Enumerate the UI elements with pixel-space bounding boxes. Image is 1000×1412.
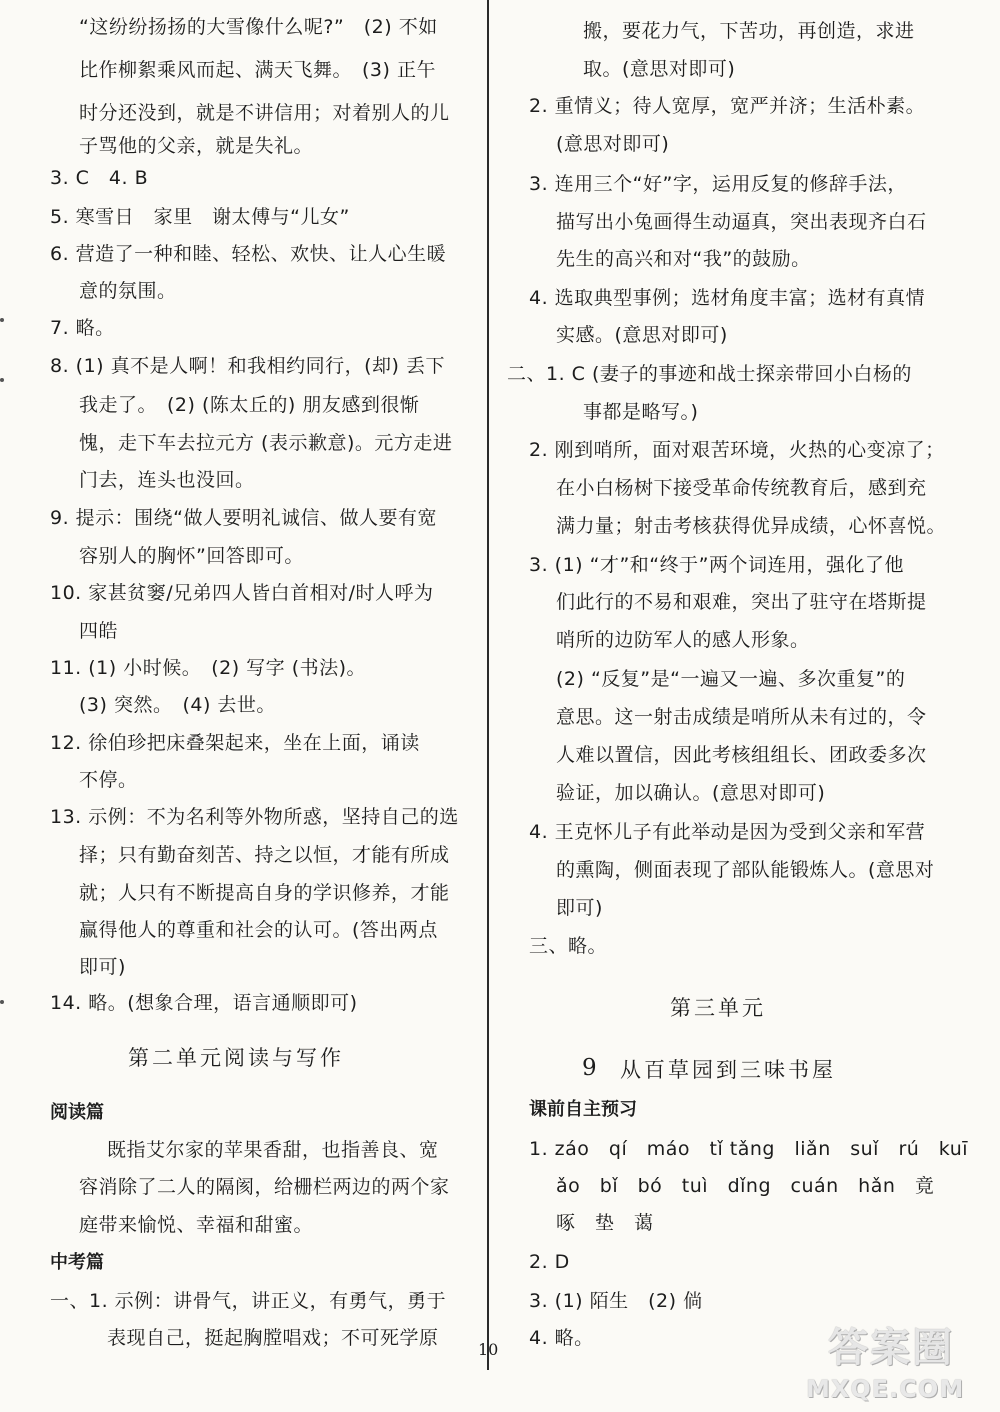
answer-line: 即可) [79,956,126,978]
answer-line: 一、1. 示例：讲骨气，讲正义，有勇气，勇于 [50,1290,447,1312]
answer-line: 取。(意思对即可) [583,58,736,80]
answer-line: 4. 王克怀儿子有此举动是因为受到父亲和军营 [529,821,926,843]
answer-line: 事都是略写。) [583,401,699,423]
answer-line: 描写出小兔画得生动逼真，突出表现齐白石 [556,211,927,233]
section-heading-exam: 中考篇 [50,1252,104,1273]
watermark-url: MXQE.COM [806,1375,965,1403]
answer-line: 人难以置信，因此考核组组长、团政委多次 [556,744,927,766]
answer-line: 14. 略。(想象合理，语言通顺即可) [50,992,358,1014]
section-heading-reading: 阅读篇 [50,1102,104,1123]
answer-line: 3. (1) 陌生 (2) 倘 [529,1290,703,1312]
answer-line: 不停。 [79,769,138,791]
scan-edge-mark [0,378,4,382]
answer-line: 在小白杨树下接受革命传统教育后，感到充 [556,477,927,499]
answer-line: 满力量；射击考核获得优异成绩，心怀喜悦。 [556,515,947,537]
answer-line: 9. 提示：围绕“做人要明礼诚信、做人要有宽 [50,507,438,529]
answer-line: 就；人只有不断提高自身的学识修养，才能 [79,882,450,904]
answer-line: 四皓 [79,620,119,642]
answer-line: 验证，加以确认。(意思对即可) [556,782,826,804]
answer-line: 容消除了二人的隔阂，给栅栏两边的两个家 [79,1176,450,1198]
pinyin-line: 1. záo qí máo tǐ tǎng liǎn suǐ rú kuī [529,1138,969,1160]
scan-edge-mark [0,1000,4,1004]
column-divider [487,0,489,1370]
answer-line: 搬，要花力气，下苦功，再创造，求进 [583,20,915,42]
answer-line: 3. C 4. B [50,167,149,189]
answer-line: 3. (1) “才”和“终于”两个词连用，强化了他 [529,554,904,576]
answer-line: 5. 寒雪日 家里 谢太傅与“儿女” [50,206,350,228]
answer-line: 愧，走下车去拉元方 (表示歉意)。元方走进 [79,432,453,454]
pinyin-line: ǎo bǐ bó tuì dǐng cuán hǎn 竟 [556,1175,935,1197]
answer-line: 实感。(意思对即可) [556,324,728,346]
answer-line: 2. D [529,1251,570,1273]
answer-line: 比作柳絮乘风而起、满天飞舞。 (3) 正午 [79,59,436,81]
watermark-text: 答案圈 [828,1325,954,1371]
answer-line: 4. 略。 [529,1327,594,1349]
answer-line: 2. 刚到哨所，面对艰苦环境，火热的心变凉了； [529,439,945,461]
scan-edge-mark [0,318,4,322]
answer-line: 7. 略。 [50,317,115,339]
answer-line: 子骂他的父亲，就是失礼。 [79,135,314,157]
answer-line: 先生的高兴和对“我”的鼓励。 [556,248,811,270]
answer-line: 8. (1) 真不是人啊！和我相约同行，(却) 丢下 [50,355,445,377]
lesson-number: 9 [582,1055,597,1081]
answer-line: (2) “反复”是“一遍又一遍、多次重复”的 [556,668,906,690]
answer-line: 12. 徐伯珍把床叠架起来，坐在上面，诵读 [50,732,420,754]
answer-line: 三、略。 [529,935,608,957]
answer-line: 2. 重情义；待人宽厚，宽严并济；生活朴素。 [529,95,926,117]
answer-line: 门去，连头也没回。 [79,469,255,491]
answer-line: 时分还没到，就是不讲信用；对着别人的儿 [79,102,450,124]
answer-line: 13. 示例：不为名利等外物所惑，坚持自己的选 [50,806,459,828]
answer-line: “这纷纷扬扬的大雪像什么呢?” (2) 不如 [79,16,438,38]
answer-line: 啄 垫 蔼 [556,1212,654,1234]
unit-title: 第三单元 [670,996,766,1020]
answer-line: 哨所的边防军人的感人形象。 [556,629,810,651]
answer-line: 3. 连用三个“好”字，运用反复的修辞手法， [529,173,907,195]
answer-line: 容别人的胸怀”回答即可。 [79,545,304,567]
answer-line: 庭带来愉悦、幸福和甜蜜。 [79,1214,314,1236]
watermark-logo [798,1322,998,1412]
answer-line: 赢得他人的尊重和社会的认可。(答出两点 [79,919,438,941]
lesson-title: 从百草园到三味书屋 [620,1058,836,1082]
answer-line: 表现自己，挺起胸膛唱戏；不可死学原 [107,1327,439,1349]
answer-line: 我走了。 (2) (陈太丘的) 朋友感到很惭 [79,394,420,416]
unit-title: 第二单元阅读与写作 [128,1046,344,1070]
answer-line: 意思。这一射击成绩是哨所从未有过的，令 [556,706,927,728]
answer-line: 11. (1) 小时候。 (2) 写字 (书法)。 [50,657,367,679]
answer-line: (意思对即可) [556,133,670,155]
answer-line: 4. 选取典型事例；选材角度丰富；选材有真情 [529,287,926,309]
answer-line: 的熏陶，侧面表现了部队能锻炼人。(意思对 [556,859,935,881]
answer-line: 10. 家甚贫窭/兄弟四人皆白首相对/时人呼为 [50,582,434,604]
answer-line: (3) 突然。 (4) 去世。 [79,694,276,716]
answer-line: 意的氛围。 [79,280,177,302]
section-heading-preview: 课前自主预习 [529,1099,637,1120]
answer-line: 二、1. C (妻子的事迹和战士探亲带回小白杨的 [507,363,912,385]
answer-line: 6. 营造了一种和睦、轻松、欢快、让人心生暖 [50,243,447,265]
answer-line: 们此行的不易和艰难，突出了驻守在塔斯提 [556,591,927,613]
answer-line: 择；只有勤奋刻苦、持之以恒，才能有所成 [79,844,450,866]
answer-line: 既指艾尔家的苹果香甜，也指善良、宽 [107,1139,439,1161]
page-number: 10 [478,1340,499,1359]
answer-line: 即可) [556,897,603,919]
